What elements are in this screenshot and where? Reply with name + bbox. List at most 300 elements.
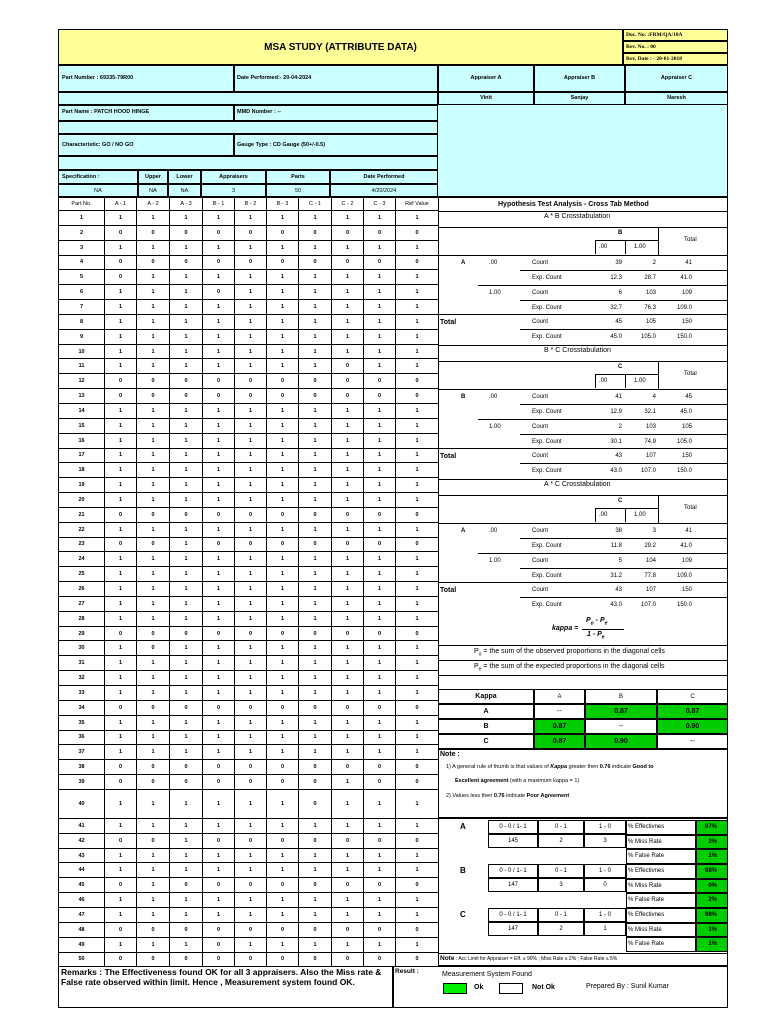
table-cell: 1 (396, 314, 439, 329)
effectiveness-label: % Effectivnes (626, 820, 696, 835)
table-cell: 1 (267, 211, 299, 226)
spec-appraisers-label: Appraisers (201, 170, 266, 184)
table-cell: 1 (203, 314, 235, 329)
table-row (59, 745, 439, 760)
table-cell: 1 (332, 671, 364, 686)
table-cell: 1 (267, 686, 299, 701)
table-cell: 26 (59, 582, 105, 597)
table-cell: 1 (105, 314, 137, 329)
table-cell: 1 (332, 300, 364, 315)
crosstab-c0: .00 (599, 512, 608, 518)
table-cell: 0 (170, 700, 203, 715)
table-cell: 1 (299, 329, 332, 344)
crosstab-total-header: Total (684, 505, 697, 511)
table-cell: 1 (332, 848, 364, 863)
crosstab-stat-label: Count (532, 424, 549, 430)
table-cell: 0 (235, 878, 267, 893)
table-cell: 0 (396, 760, 439, 775)
crosstab-title: B * C Crosstabulation (544, 347, 611, 354)
table-cell: 1 (235, 448, 267, 463)
table-cell: 1 (105, 863, 137, 878)
table-cell: 0 (299, 878, 332, 893)
table-cell: 1 (364, 715, 396, 730)
table-cell: 0 (235, 389, 267, 404)
table-row (59, 833, 439, 848)
table-cell: 0 (137, 389, 170, 404)
table-cell: 1 (203, 596, 235, 611)
table-cell: 1 (105, 818, 137, 833)
table-cell: 0 (267, 952, 299, 967)
table-cell: 1 (396, 211, 439, 226)
table-cell: 1 (267, 448, 299, 463)
table-cell: 0 (267, 389, 299, 404)
table-cell: 37 (59, 745, 105, 760)
table-cell: 1 (235, 893, 267, 908)
table-cell: 1 (203, 522, 235, 537)
table-cell: 1 (235, 285, 267, 300)
table-cell: 0 (396, 507, 439, 522)
table-cell: 1 (332, 818, 364, 833)
table-row (59, 478, 439, 493)
table-cell: 14 (59, 403, 105, 418)
table-cell: 1 (105, 848, 137, 863)
table-row (59, 507, 439, 522)
table-cell: 0 (203, 760, 235, 775)
table-cell: 1 (332, 552, 364, 567)
table-cell: 0 (364, 922, 396, 937)
table-cell: 1 (137, 359, 170, 374)
effectiveness-label: % Effectivnes (626, 864, 696, 879)
appraiser-b-header: Appraiser B (534, 65, 625, 92)
table-cell: 1 (203, 270, 235, 285)
table-cell: 1 (170, 789, 203, 818)
table-cell: 1 (299, 478, 332, 493)
effectiveness-label: % False Rate (626, 893, 696, 908)
form-title: MSA STUDY (ATTRIBUTE DATA) (264, 41, 417, 53)
table-cell: 1 (105, 211, 137, 226)
table-cell: 1 (332, 418, 364, 433)
crosstab-stat-label: Exp. Count (532, 468, 562, 474)
table-cell: 0 (105, 952, 137, 967)
table-row (59, 433, 439, 448)
table-cell: 1 (170, 937, 203, 952)
table-cell: 1 (170, 522, 203, 537)
kappa-cell: 0.87 (534, 719, 585, 734)
table-cell: 0 (137, 225, 170, 240)
table-cell: 1 (235, 596, 267, 611)
table-cell: 1 (396, 596, 439, 611)
table-cell: 1 (105, 567, 137, 582)
crosstab-value: 41 (685, 528, 692, 534)
crosstab-stat-label: Count (532, 453, 549, 459)
table-cell: 1 (105, 285, 137, 300)
table-cell: 0 (332, 833, 364, 848)
table-cell: 0 (235, 255, 267, 270)
table-cell: 1 (396, 715, 439, 730)
table-cell: 0 (267, 922, 299, 937)
table-cell: 1 (170, 270, 203, 285)
crosstab-stat-label: Exp. Count (532, 439, 562, 445)
table-cell: 0 (267, 626, 299, 641)
table-cell: 1 (364, 641, 396, 656)
table-cell: 25 (59, 567, 105, 582)
table-cell: 1 (396, 745, 439, 760)
crosstab-value: 43 (615, 587, 622, 593)
table-cell: 1 (203, 818, 235, 833)
effectiveness-label: % Miss Rate (626, 835, 696, 850)
table-cell: 1 (105, 463, 137, 478)
table-cell: 0 (137, 507, 170, 522)
table-cell: 1 (396, 478, 439, 493)
table-cell: 1 (396, 433, 439, 448)
table-cell: 3 (59, 240, 105, 255)
table-cell: 0 (105, 255, 137, 270)
table-cell: 0 (203, 285, 235, 300)
appraiser-a-header: Appraiser A (438, 65, 534, 92)
table-row (59, 255, 439, 270)
table-cell: 24 (59, 552, 105, 567)
crosstab-stat-label: Count (532, 394, 549, 400)
table-cell: 1 (267, 582, 299, 597)
crosstab-value: 41.0 (680, 275, 692, 281)
table-cell: 1 (203, 715, 235, 730)
table-cell: 38 (59, 760, 105, 775)
table-cell: 1 (396, 818, 439, 833)
table-cell: 1 (396, 359, 439, 374)
kappa-cell: -- (657, 734, 728, 749)
po-definition: $P_o$ = the sum of the observed proportions in the diagonal cells (474, 648, 665, 658)
table-cell: 1 (332, 715, 364, 730)
table-cell: 1 (235, 686, 267, 701)
table-cell: 1 (105, 448, 137, 463)
table-cell: 1 (170, 240, 203, 255)
kappa-col-a: A (534, 689, 585, 704)
table-cell: 1 (203, 329, 235, 344)
table-cell: 1 (267, 671, 299, 686)
table-cell: 1 (332, 656, 364, 671)
kappa-cell: C (438, 734, 534, 749)
crosstab-value: 105 (681, 424, 692, 430)
table-row (59, 818, 439, 833)
crosstab-stat-label: Exp. Count (532, 409, 562, 415)
table-cell: 1 (396, 863, 439, 878)
table-cell: 1 (364, 671, 396, 686)
table-cell: 1 (170, 656, 203, 671)
table-cell: 1 (137, 285, 170, 300)
spec-parts-label: Parts (266, 170, 330, 184)
table-cell: 1 (235, 818, 267, 833)
crosstab-value: 105.0 (640, 334, 656, 340)
table-cell: 1 (299, 907, 332, 922)
table-cell: 1 (332, 907, 364, 922)
effectiveness-label: % Miss Rate (626, 879, 696, 894)
table-cell: 0 (170, 389, 203, 404)
table-cell: 1 (332, 314, 364, 329)
table-cell: 0 (364, 700, 396, 715)
table-cell: 0 (203, 225, 235, 240)
table-cell: 1 (137, 493, 170, 508)
table-cell: 1 (267, 789, 299, 818)
table-cell: 0 (299, 537, 332, 552)
table-cell: 1 (299, 848, 332, 863)
not-ok-checkbox[interactable] (499, 983, 523, 994)
table-cell: 1 (299, 270, 332, 285)
table-cell: 0 (267, 225, 299, 240)
table-cell: 1 (170, 863, 203, 878)
table-cell: 1 (235, 403, 267, 418)
table-cell: 1 (203, 863, 235, 878)
table-cell: 0 (105, 225, 137, 240)
table-cell: 0 (170, 374, 203, 389)
table-cell: 1 (235, 314, 267, 329)
table-cell: 1 (299, 344, 332, 359)
kappa-cell: -- (534, 704, 585, 719)
table-cell: 1 (170, 314, 203, 329)
table-cell: 1 (364, 552, 396, 567)
table-cell: 30 (59, 641, 105, 656)
table-cell: 0 (203, 922, 235, 937)
table-cell: 1 (170, 211, 203, 226)
table-cell: 0 (299, 225, 332, 240)
table-cell: 0 (203, 255, 235, 270)
table-cell: 1 (137, 582, 170, 597)
table-cell: 1 (364, 329, 396, 344)
spec-date-value: 4/20/2024 (330, 184, 438, 197)
crosstab-c0: .00 (599, 378, 608, 384)
table-cell: 1 (299, 937, 332, 952)
table-cell: 1 (203, 582, 235, 597)
table-cell: 1 (332, 863, 364, 878)
table-cell: 1 (299, 745, 332, 760)
crosstab-value: 2 (618, 424, 622, 430)
effectiveness-percent: 1% (696, 923, 728, 938)
table-cell: 1 (59, 211, 105, 226)
crosstab-value: 109.0 (676, 573, 692, 579)
crosstab-title: A * C Crosstabulation (544, 481, 611, 488)
crosstab-c1: 1.00 (634, 512, 646, 518)
table-row (59, 225, 439, 240)
table-header-row (59, 198, 439, 211)
table-cell: 1 (235, 552, 267, 567)
ok-label: Ok (474, 984, 484, 991)
table-cell: 1 (105, 907, 137, 922)
table-cell: 1 (137, 715, 170, 730)
table-cell: 1 (137, 611, 170, 626)
table-row (59, 686, 439, 701)
effectiveness-percent: 2% (696, 835, 728, 850)
table-cell: 1 (299, 314, 332, 329)
effectiveness-appraiser: A (460, 822, 466, 831)
effectiveness-count: 1 - 0 (584, 864, 626, 878)
table-cell: 46 (59, 893, 105, 908)
table-cell: 0 (299, 833, 332, 848)
table-cell: 0 (137, 537, 170, 552)
table-cell: 1 (364, 907, 396, 922)
table-cell: 1 (299, 611, 332, 626)
table-cell: 1 (105, 433, 137, 448)
table-row (59, 715, 439, 730)
table-cell: 1 (137, 745, 170, 760)
table-cell: 1 (364, 448, 396, 463)
table-cell: 1 (203, 848, 235, 863)
table-cell: 1 (364, 285, 396, 300)
table-cell: 1 (203, 463, 235, 478)
ok-checkbox[interactable] (443, 983, 467, 994)
table-cell: 39 (59, 775, 105, 790)
table-cell: 48 (59, 922, 105, 937)
table-cell: 1 (267, 478, 299, 493)
table-cell: 0 (396, 374, 439, 389)
table-cell: 1 (364, 567, 396, 582)
table-cell: 1 (396, 730, 439, 745)
table-cell: 1 (203, 240, 235, 255)
table-cell: 0 (203, 537, 235, 552)
table-cell: 1 (235, 582, 267, 597)
table-cell: 1 (364, 789, 396, 818)
appraiser-a-name: Vinit (438, 92, 534, 105)
table-cell: 1 (170, 403, 203, 418)
table-cell: 0 (299, 760, 332, 775)
table-cell: 0 (396, 833, 439, 848)
table-cell: 1 (203, 893, 235, 908)
table-cell: 47 (59, 907, 105, 922)
table-cell: 1 (170, 478, 203, 493)
table-cell: 0 (105, 270, 137, 285)
column-header: C - 3 (364, 198, 396, 211)
crosstab-value: 31.2 (610, 573, 622, 579)
crosstab-value: 150 (681, 319, 692, 325)
crosstab-r1: 1.00 (489, 290, 501, 296)
table-cell: 0 (203, 700, 235, 715)
column-header: C - 2 (332, 198, 364, 211)
table-cell: 0 (170, 255, 203, 270)
table-cell: 1 (364, 478, 396, 493)
table-cell: 1 (267, 418, 299, 433)
crosstab-value: 6 (618, 290, 622, 296)
table-cell: 1 (396, 907, 439, 922)
bottom-note: Note : Acc Limit for Appraiser = Eff. ≥ 90% ; Miss Rate ≤ 2% ; False Rate ≤ 5% (440, 955, 618, 962)
table-cell: 1 (170, 493, 203, 508)
measurement-table (58, 197, 439, 967)
table-cell: 1 (235, 463, 267, 478)
table-cell: 1 (203, 478, 235, 493)
table-cell: 1 (105, 552, 137, 567)
table-cell: 1 (105, 300, 137, 315)
table-cell: 32 (59, 671, 105, 686)
effectiveness-count: 0 - 1 (538, 864, 584, 878)
table-cell: 1 (105, 730, 137, 745)
table-cell: 1 (364, 818, 396, 833)
table-cell: 29 (59, 626, 105, 641)
table-cell: 1 (332, 596, 364, 611)
table-cell: 0 (137, 626, 170, 641)
table-cell: 1 (364, 596, 396, 611)
table-cell: 1 (203, 671, 235, 686)
table-cell: 1 (364, 418, 396, 433)
table-cell: 1 (235, 745, 267, 760)
table-cell: 0 (332, 952, 364, 967)
table-cell: 0 (332, 374, 364, 389)
table-cell: 1 (203, 789, 235, 818)
crosstab-total-label: Total (440, 587, 457, 594)
table-cell: 1 (332, 730, 364, 745)
crosstab-total-label: Total (440, 453, 457, 460)
table-cell: 1 (396, 552, 439, 567)
table-cell: 1 (170, 641, 203, 656)
table-row (59, 314, 439, 329)
table-cell: 1 (105, 686, 137, 701)
effectiveness-label: % False Rate (626, 937, 696, 952)
table-cell: 33 (59, 686, 105, 701)
crosstab-value: 3 (652, 528, 656, 534)
table-cell: 1 (299, 285, 332, 300)
column-header: B - 3 (267, 198, 299, 211)
crosstab-value: 12.3 (610, 275, 622, 281)
table-cell: 1 (267, 314, 299, 329)
table-cell: 1 (137, 300, 170, 315)
table-cell: 9 (59, 329, 105, 344)
table-cell: 1 (267, 344, 299, 359)
part-name: Part Name : PATCH HOOD HINGE (58, 105, 234, 121)
table-cell: 1 (137, 478, 170, 493)
table-cell: 0 (137, 700, 170, 715)
table-row (59, 789, 439, 818)
effectiveness-count: 0 - 1 (538, 908, 584, 922)
table-cell: 1 (299, 715, 332, 730)
table-cell: 1 (396, 641, 439, 656)
table-cell: 1 (364, 211, 396, 226)
table-cell: 0 (235, 507, 267, 522)
table-row (59, 270, 439, 285)
kappa-cell: B (438, 719, 534, 734)
table-cell: 1 (137, 907, 170, 922)
table-cell: 1 (364, 463, 396, 478)
crosstab-title: A * B Crosstabulation (544, 213, 611, 220)
table-cell: 5 (59, 270, 105, 285)
effectiveness-count: 1 - 0 (584, 908, 626, 922)
crosstab-r0: .00 (489, 528, 498, 534)
table-cell: 1 (235, 863, 267, 878)
table-cell: 1 (364, 522, 396, 537)
table-cell: 1 (235, 715, 267, 730)
table-cell: 0 (203, 775, 235, 790)
column-header: A - 3 (170, 198, 203, 211)
table-cell: 1 (203, 433, 235, 448)
table-cell: 1 (203, 448, 235, 463)
effectiveness-count: 3 (538, 878, 584, 892)
column-header: Part No. (59, 198, 105, 211)
note-line-3: 2) Values less then 0.76 indicate Poor Agreement (446, 793, 570, 799)
table-cell: 0 (332, 225, 364, 240)
effectiveness-count: 145 (488, 834, 538, 848)
table-cell: 1 (170, 300, 203, 315)
table-cell: 0 (137, 833, 170, 848)
table-cell: 1 (299, 522, 332, 537)
table-cell: 1 (235, 359, 267, 374)
crosstab-value: 45.0 (610, 334, 622, 340)
effectiveness-percent: 98% (696, 864, 728, 879)
effectiveness-percent: 98% (696, 908, 728, 923)
table-cell: 1 (235, 789, 267, 818)
table-cell: 0 (235, 833, 267, 848)
column-header: B - 2 (235, 198, 267, 211)
table-cell: 1 (396, 937, 439, 952)
crosstab-stat-label: Exp. Count (532, 602, 562, 608)
table-cell: 1 (332, 329, 364, 344)
table-cell: 1 (137, 211, 170, 226)
crosstab-r1: 1.00 (489, 424, 501, 430)
table-row (59, 775, 439, 790)
